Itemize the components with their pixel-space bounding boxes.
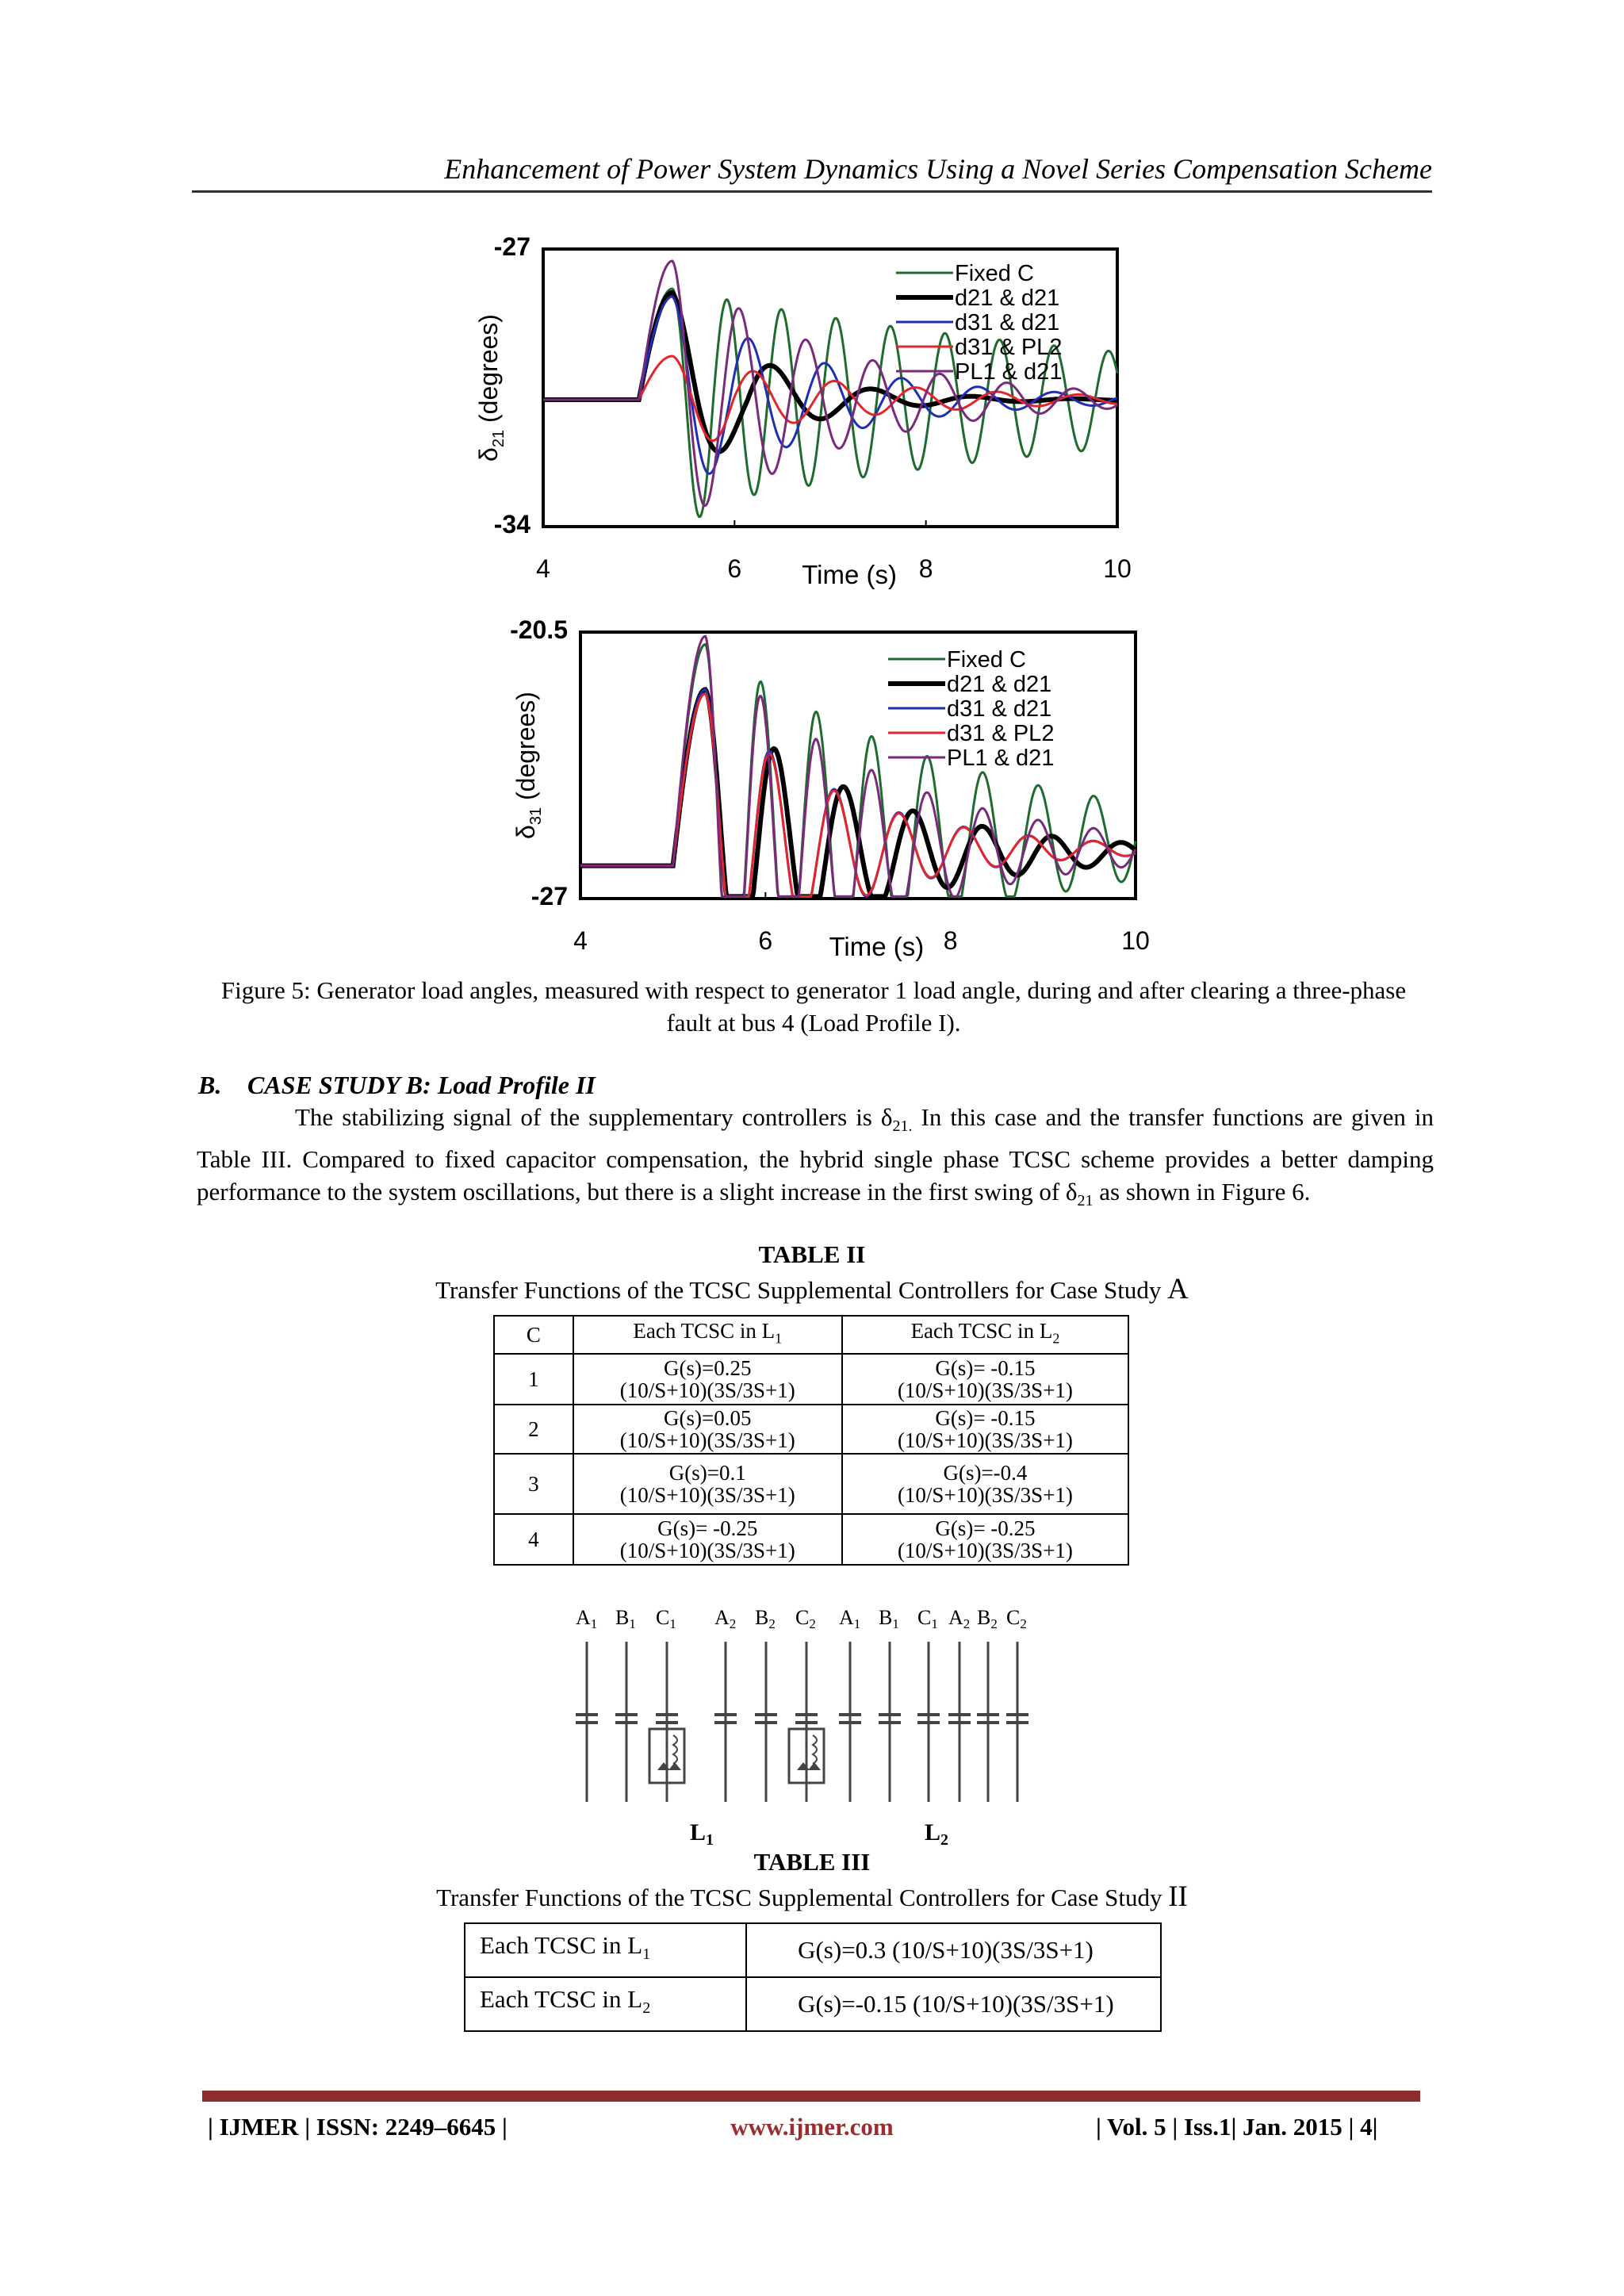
phase-label: A2 [714, 1606, 737, 1631]
x-tick-label: 4 [573, 926, 588, 955]
table3-label: TABLE III [753, 1848, 871, 1876]
table-row [465, 1977, 1161, 2031]
legend-entry: d31 & PL2 [947, 721, 1055, 746]
row-c: 3 [494, 1454, 573, 1514]
phase-label: C2 [1006, 1606, 1027, 1631]
table-row [465, 1923, 1161, 1977]
para-part3: as shown in Figure 6. [1093, 1178, 1311, 1206]
legend-entry: Fixed C [955, 261, 1034, 286]
cell-l1: G(s)=0.05 (10/S+10)(3S/3S+1) [573, 1405, 842, 1454]
legend-entry: PL1 & d21 [947, 746, 1055, 771]
para-part1: The stabilizing signal of the supplementary controllers is δ [295, 1103, 893, 1131]
y-tick-label: -27 [530, 882, 568, 910]
x-tick-label: 4 [536, 554, 550, 583]
section-heading [198, 1071, 596, 1100]
table2-label: TABLE II [758, 1240, 866, 1268]
figure5-plot-delta21 [456, 222, 1146, 599]
table2-caption-text: Transfer Functions of the TCSC Supplemental Controllers for Case Study [435, 1276, 1168, 1304]
row-tf: G(s)=0.3 (10/S+10)(3S/3S+1) [746, 1923, 1161, 1977]
x-axis-label: Time (s) [829, 932, 925, 961]
section-paragraph [197, 1101, 1434, 1217]
cell-l2: G(s)= -0.25 (10/S+10)(3S/3S+1) [842, 1514, 1128, 1565]
x-tick-label: 8 [918, 554, 933, 583]
y-tick-label: -27 [493, 232, 530, 261]
table-row [494, 1514, 1128, 1565]
table2-caption-tail: A [1167, 1273, 1189, 1305]
cell-l1: G(s)=0.25 (10/S+10)(3S/3S+1) [573, 1354, 842, 1405]
row-label: Each TCSC in $L_2$ [465, 1977, 746, 2031]
para-part2: In this case and the transfer functions are given in Table III. Compared to fixed capacitor compensation, the hybrid single phase TCSC scheme provides a better damping performance to the system oscillations, but there is a slight increase in the first swing of δ [197, 1103, 1434, 1206]
header-rule [192, 190, 1432, 193]
phase-label: A2 [948, 1606, 971, 1631]
y-tick-label: -34 [493, 510, 530, 539]
cell-l1: G(s)= -0.25 (10/S+10)(3S/3S+1) [573, 1514, 842, 1565]
thyristor-pair [797, 1762, 821, 1770]
table3-caption-text: Transfer Functions of the TCSC Supplemental Controllers for Case Study [436, 1884, 1169, 1911]
tcsc-reactor [813, 1735, 817, 1764]
table-row [494, 1354, 1128, 1405]
section-number: B. [198, 1071, 222, 1099]
line-label-l2: $L_2$ [925, 1819, 949, 1848]
legend-entry: d31 & d21 [947, 696, 1052, 722]
section-title: CASE STUDY B: Load Profile II [247, 1071, 596, 1099]
cell-l2: G(s)= -0.15 (10/S+10)(3S/3S+1) [842, 1405, 1128, 1454]
x-tick-label: 6 [727, 554, 742, 583]
phase-label: C1 [917, 1606, 938, 1631]
row-c: 2 [494, 1405, 573, 1454]
x-tick-label: 10 [1121, 926, 1150, 955]
phase-label: B1 [879, 1606, 899, 1631]
table3-caption [0, 1880, 1624, 1914]
phase-label: B1 [615, 1606, 636, 1631]
footer-bar [202, 2091, 1420, 2102]
tcsc-reactor [673, 1735, 677, 1764]
legend-entry: PL1 & d21 [955, 359, 1063, 385]
cell-l1: G(s)=0.1 (10/S+10)(3S/3S+1) [573, 1454, 842, 1514]
phase-label: C2 [795, 1606, 816, 1631]
figure5-caption: Figure 5: Generator load angles, measured with respect to generator 1 load angle, during and after clearing a three-phase fault at bus 4 (Load Profile I). [220, 976, 1407, 1037]
phase-label: C1 [656, 1606, 676, 1631]
phase-label: A1 [576, 1606, 598, 1631]
y-axis-label: $\delta_{21}$ (degrees) [474, 314, 508, 462]
x-tick-label: 6 [758, 926, 773, 955]
legend-entry: d21 & d21 [947, 672, 1052, 697]
para-sub2: 21 [1077, 1192, 1094, 1210]
table3-caption-tail: II [1168, 1880, 1188, 1913]
footer-volume: | Vol. 5 | Iss.1| Jan. 2015 | 4| [1096, 2113, 1378, 2141]
row-c: 4 [494, 1514, 573, 1565]
table-row [494, 1454, 1128, 1514]
legend-entry: Fixed C [947, 647, 1026, 673]
phase-label: A1 [839, 1606, 861, 1631]
table2-header-l1: Each TCSC in $L_1$ [573, 1316, 842, 1354]
row-tf: G(s)=-0.15 (10/S+10)(3S/3S+1) [746, 1977, 1161, 2031]
figure5-plot-delta31 [456, 607, 1162, 976]
row-label: Each TCSC in $L_1$ [465, 1923, 746, 1977]
line-label-l1: $L_1$ [690, 1819, 714, 1848]
phase-label: B2 [755, 1606, 776, 1631]
phase-label: B2 [977, 1606, 998, 1631]
legend-entry: d21 & d21 [955, 286, 1060, 311]
cell-l2: G(s)=-0.4 (10/S+10)(3S/3S+1) [842, 1454, 1128, 1514]
x-tick-label: 8 [943, 926, 958, 955]
legend-entry: d31 & PL2 [955, 335, 1063, 360]
x-axis-label: Time (s) [802, 560, 898, 589]
row-c: 1 [494, 1354, 573, 1405]
x-tick-label: 10 [1103, 554, 1132, 583]
footer-journal: | IJMER | ISSN: 2249–6645 | [208, 2113, 508, 2141]
tcsc-circuit-diagram [571, 1602, 1047, 1852]
footer-website-link[interactable]: www.ijmer.com [730, 2113, 894, 2141]
table2-header-l2: Each TCSC in $L_2$ [842, 1316, 1128, 1354]
table2-header-c: C [494, 1316, 573, 1354]
cell-l2: G(s)= -0.15 (10/S+10)(3S/3S+1) [842, 1354, 1128, 1405]
thyristor-pair [657, 1762, 681, 1770]
legend-entry: d31 & d21 [955, 310, 1060, 335]
running-header: Enhancement of Power System Dynamics Using a Novel Series Compensation Scheme [444, 153, 1432, 185]
y-axis-label: $\delta_{31}$ (degrees) [511, 692, 545, 839]
y-tick-label: -20.5 [510, 615, 568, 644]
table-row [494, 1405, 1128, 1454]
para-sub1: 21. [892, 1117, 913, 1136]
table3 [464, 1922, 1162, 2032]
table2-caption [0, 1272, 1624, 1306]
table2 [493, 1315, 1129, 1566]
